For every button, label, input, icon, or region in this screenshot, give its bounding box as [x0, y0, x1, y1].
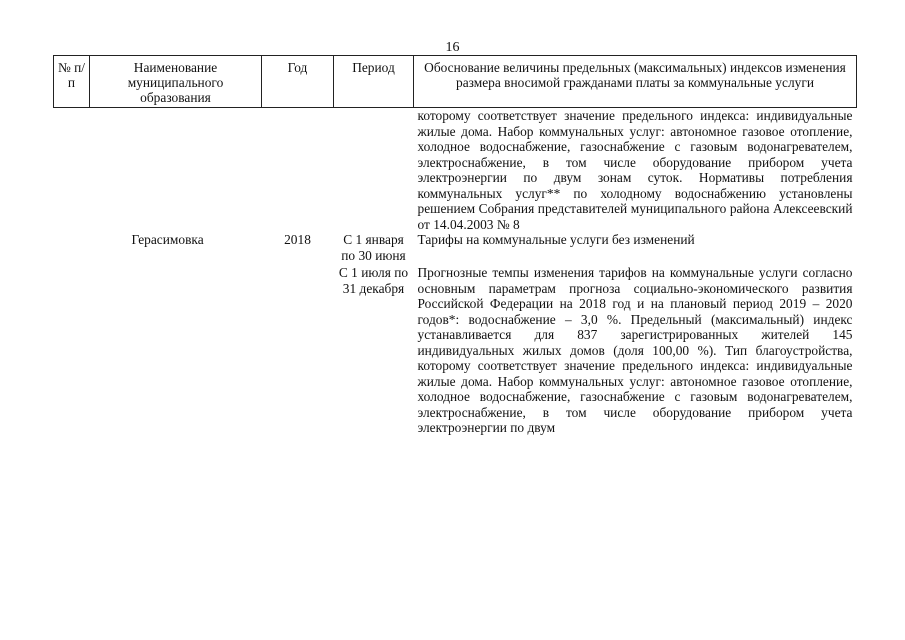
header-period: Период	[334, 56, 414, 108]
header-name: Наименование муниципального образования	[90, 56, 262, 108]
continuation-text: которому соответствует значение предельного индекса: индивидуальные жилые дома. Набор коммунальных услуг: автономное газовое отопление, холодное водоснабжение, газоснабжение с газовым водонагревателем, электроснабжение, в том числе оборудование прибором учета электроэнергии по двум зонам суток. Нормативы потребления коммунальных услуг** по холодному водоснабжению установлены решением Собрания представителей муниципального района Алексеевский от 14.04.2003 № 8	[417, 108, 853, 232]
period-first: С 1 января по 30 июня	[341, 232, 406, 263]
basis-second: Прогнозные темпы изменения тарифов на коммунальные услуги согласно основным параметрам прогноза социально-экономического развития Российской Федерации на 2018 год и на плановый период 2019 – 2020 годов*: водоснабжение – 3,0 %. Предельный (максимальный) индекс устанавливается для 837 зарегистрированных жителей 145 индивидуальных жилых домов (доля 100,00 %). Тип благоустройства, которому соответствует значение предельного индекса: индивидуальные жилые дома. Набор коммунальных услуг: автономное газовое отопление, холодное водоснабжение, газоснабжение с газовым водонагревателем, электроснабжение, в том числе оборудование прибором учета электроэнергии по двум	[417, 265, 853, 435]
header-basis: Обоснование величины предельных (максимальных) индексов изменения размера вносимой гражданами платы за коммунальные услуги	[414, 56, 857, 108]
municipality-name: Герасимовка	[131, 232, 204, 247]
tariff-table	[53, 55, 857, 436]
header-num: № п/п	[54, 56, 90, 108]
table-row	[54, 108, 857, 233]
row-year: 2018	[284, 232, 311, 247]
table-row	[54, 232, 857, 263]
table-header	[54, 56, 857, 108]
header-year: Год	[262, 56, 334, 108]
period-second: С 1 июля по 31 декабря	[338, 265, 409, 296]
page-number: 16	[445, 40, 460, 55]
basis-first: Тарифы на коммунальные услуги без изменений	[417, 232, 695, 247]
row-num	[54, 232, 90, 263]
